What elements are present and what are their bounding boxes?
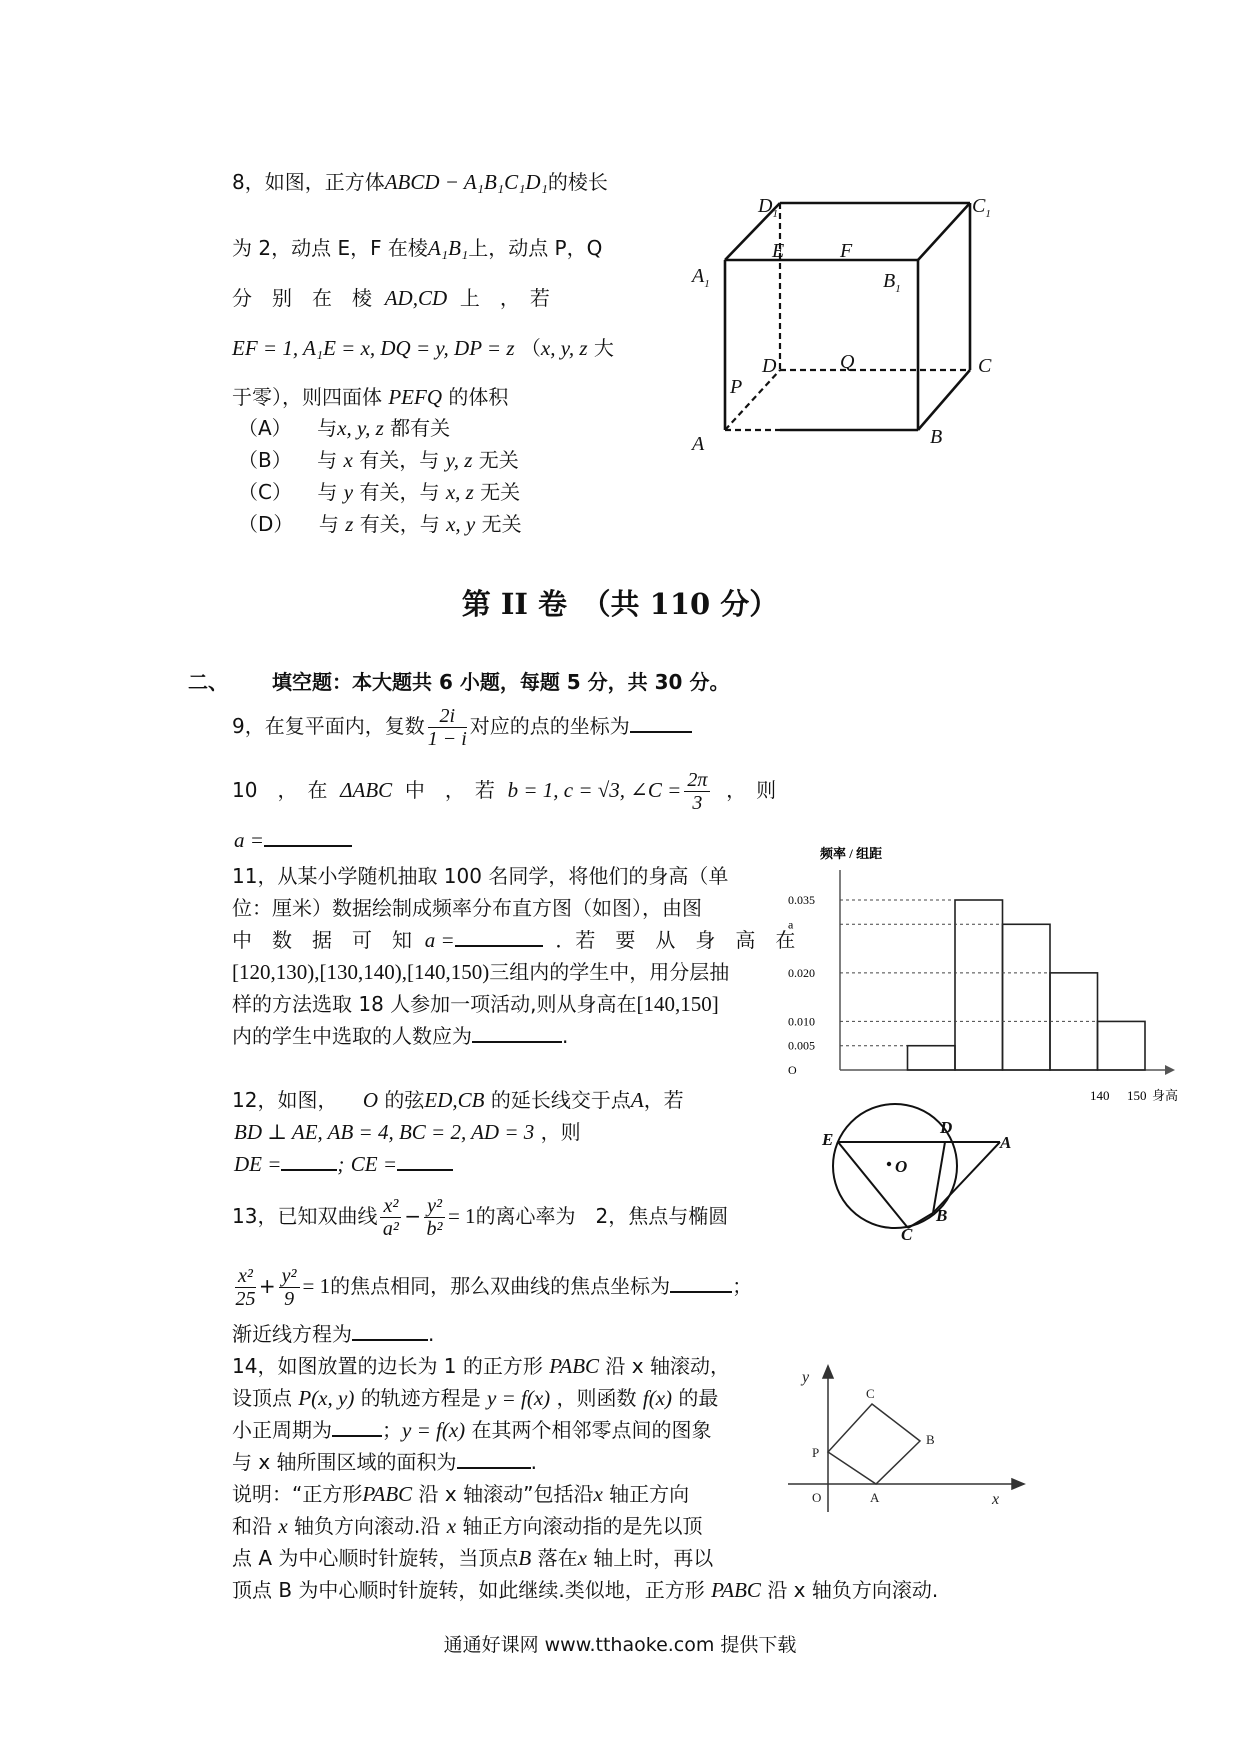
q13-asymptote-blank [352, 1321, 428, 1341]
q14-period-blank [332, 1417, 382, 1437]
q8-line-4: EF = 1, A₁E = x, DQ = y, DP = z （x, y, z 大 [232, 336, 614, 360]
center-dot [887, 1162, 891, 1166]
q10-answer-blank [264, 827, 352, 847]
q14-line-3: 小正周期为 ；y = f(x) 在其两个相邻零点间的图象 [232, 1418, 712, 1442]
label-q: Q [840, 351, 855, 373]
square-figure [780, 1362, 1040, 1522]
q8-line-3: 分 别 在 棱 AD,CD 上 ， 若 [232, 286, 550, 310]
q12-line-3: DE = ; CE = [234, 1150, 453, 1178]
q9-fraction: $\frac{2i}{1 - i}$ [427, 705, 467, 750]
histogram-origin: O [788, 1063, 797, 1077]
q13-focus-blank [670, 1273, 732, 1293]
histogram-x-arrow [1165, 1065, 1175, 1075]
label-f: F [840, 240, 853, 262]
label-o: O [895, 1157, 908, 1176]
label-b1: $B_1$ [883, 270, 901, 295]
q14-line-4: 与 x 轴所围区域的面积为 . [232, 1450, 537, 1474]
histogram-ytick: 0.035 [788, 893, 815, 907]
q14-area-blank [457, 1449, 531, 1469]
part2-title: 第 II 卷 （共 110 分） [461, 587, 779, 621]
q11-line-1: 11，从某小学随机抽取 100 名同学，将他们的身高（单 [232, 864, 729, 888]
histogram-bar [955, 900, 1003, 1070]
histogram-ytick: 0.020 [788, 965, 815, 980]
histogram-xtick-150: 150 [1127, 1088, 1147, 1103]
q14-note-3: 点 A 为中心顺时针旋转，当顶点B 落在x 轴上时，再以 [232, 1546, 714, 1570]
line-ec [838, 1142, 908, 1228]
label-e: E [772, 240, 785, 262]
x-arrow [1012, 1479, 1024, 1489]
q12-de-blank [281, 1151, 337, 1171]
q8-line-5: 于零），则四面体 PEFQ 的体积 [232, 385, 509, 409]
histogram-ytick: 0.010 [788, 1014, 815, 1029]
q8-line-1: 8，如图，正方体ABCD − A₁B₁C₁D₁的棱长 [232, 170, 608, 194]
edge-b1c1 [918, 203, 970, 260]
histogram-xtick-140: 140 [1090, 1088, 1110, 1103]
q10-answer: a = [234, 826, 352, 854]
page-footer: 通通好课网 www.tthaoke.com 提供下载 [443, 1634, 797, 1656]
label-d: D [762, 355, 777, 377]
label-e: E [822, 1130, 834, 1149]
label-y: y [802, 1369, 810, 1386]
q8-option-b: （B） 与 x 有关，与 y, z 无关 [238, 448, 519, 472]
q11-line-3: 中 数 据 可 知 a = ．若 要 从 身 高 在 [232, 928, 796, 952]
q11-line-6: 内的学生中选取的人数应为 . [232, 1024, 569, 1048]
circle-figure [820, 1100, 1020, 1240]
q8-option-a: （A） 与x, y, z 都有关 [238, 416, 451, 440]
q13-line-3: 渐近线方程为 . [232, 1322, 435, 1346]
q9-answer-blank [630, 713, 692, 733]
label-c: C [866, 1386, 875, 1401]
label-x: x [992, 1491, 1000, 1508]
q11-line-2: 位：厘米）数据绘制成频率分布直方图（如图），由图 [232, 896, 702, 920]
q11-line-4: [120,130),[130,140),[140,150)三组内的学生中，用分层抽 [232, 960, 730, 984]
histogram-xlabel: 身高 [1152, 1088, 1179, 1103]
label-a: A [870, 1490, 880, 1505]
label-c: C [901, 1225, 913, 1240]
cube-figure [680, 190, 1010, 470]
q14-note-2: 和沿 x 轴负方向滚动.沿 x 轴正方向滚动指的是先以顶 [232, 1514, 703, 1538]
histogram-ytick: 0.005 [788, 1038, 815, 1053]
histogram-ytick: a [788, 917, 794, 932]
q8-option-c: （C） 与 y 有关，与 x, z 无关 [238, 480, 521, 504]
q8-line-2: 为 2，动点 E，F 在棱A₁B₁上，动点 P，Q [232, 236, 603, 260]
q14-note-4: 顶点 B 为中心顺时针旋转，如此继续.类似地，正方形 PABC 沿 x 轴负方向滚动. [232, 1578, 939, 1602]
q11-count-blank [472, 1023, 562, 1043]
y-arrow [823, 1366, 833, 1378]
q13-line-1: 13，已知双曲线 $\frac{\text{x²}}{\text{a²}}$ − $\frac{\text{y²}}{\text{b²}}$ = 1的离心率为 2，焦点与椭圆 [232, 1195, 729, 1240]
q12-line-2: BD ⊥ AE, AB = 4, BC = 2, AD = 3 ，则 [234, 1120, 581, 1144]
q13-line-2: $\frac{\text{x²}}{25}$ + $\frac{\text{y²}}{9}$ = 1的焦点相同，那么双曲线的焦点坐标为 ； [235, 1265, 753, 1310]
q9: 9，在复平面内，复数 $\frac{2i}{1 - i}$ 对应的点的坐标为 [232, 698, 692, 754]
label-p: P [812, 1445, 820, 1460]
label-d: D [940, 1118, 953, 1137]
edge-bc [918, 370, 970, 430]
histogram-bar [908, 1046, 956, 1070]
square-pabc [828, 1404, 920, 1484]
section2-heading: 填空题：本大题共 6 小题，每题 5 分，共 30 分。 [272, 670, 730, 694]
label-b: B [926, 1432, 935, 1447]
label-d1: $D_1$ [758, 195, 778, 220]
q11-line-5: 样的方法选取 18 人参加一项活动,则从身高在[140,150] [232, 992, 719, 1016]
q10: 10 ， 在 ΔABC 中 ， 若 b = 1, c = √3, ∠C = $\frac{2\pi}{3}$ ， 则 [232, 769, 777, 814]
q10-fraction: $\frac{2\pi}{3}$ [684, 769, 710, 814]
q14-line-2: 设顶点 P(x, y) 的轨迹方程是 y = f(x) ，则函数 f(x) 的最 [232, 1386, 719, 1410]
section2-number: 二、 [188, 670, 228, 694]
label-o: O [812, 1490, 822, 1505]
cube-name: ABCD − A₁B₁C₁D₁ [384, 170, 548, 194]
histogram-ylabel: 频率 / 组距 [820, 846, 883, 861]
q14-line-1: 14，如图放置的边长为 1 的正方形 PABC 沿 x 轴滚动， [232, 1354, 730, 1378]
histogram-bar [1098, 1021, 1146, 1070]
label-b: B [936, 1206, 948, 1225]
label-b: B [930, 426, 943, 448]
label-a: A [692, 433, 705, 455]
q11-a-blank [455, 927, 543, 947]
label-a1: $A_1$ [692, 265, 710, 290]
label-p: P [730, 376, 743, 398]
label-c: C [978, 355, 992, 377]
q12-ce-blank [397, 1151, 453, 1171]
q12-line-1: 12，如图， O 的弦ED,CB 的延长线交于点A，若 [232, 1088, 684, 1112]
histogram [780, 840, 1200, 1120]
histogram-bar [1003, 924, 1051, 1070]
q14-note-1: 说明：“正方形PABC 沿 x 轴滚动”包括沿x 轴正方向 [232, 1482, 690, 1506]
label-a: A [1000, 1133, 1012, 1152]
label-c1: $C_1$ [972, 195, 991, 220]
q8-option-d: （D） 与 z 有关，与 x, y 无关 [238, 512, 522, 536]
